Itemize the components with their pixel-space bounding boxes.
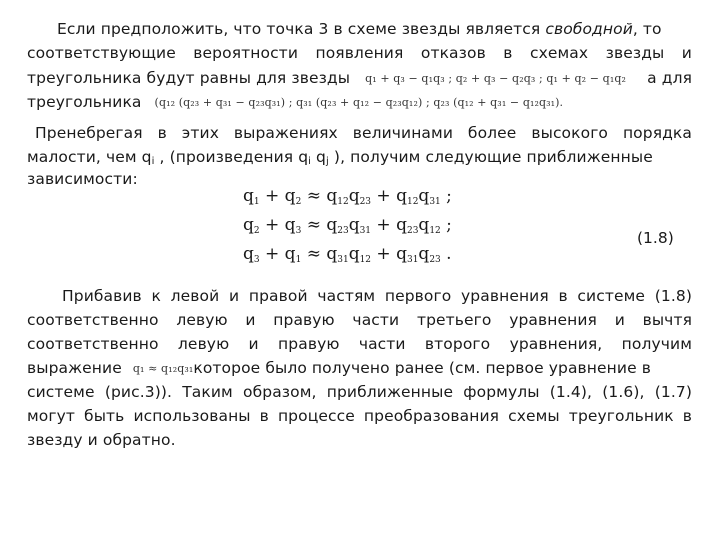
para3-line4 [27,357,651,380]
eq2-sub-r2b: 12 [429,226,441,236]
para1-line1-end: , то [632,20,662,38]
q1-approx-formula: q₁ ≈ q₁₂q₃₁ [132,361,194,375]
eq1-q-r2b: q [418,186,430,206]
para2-text-q: q [311,148,326,166]
eq3-sub-r2b: 23 [429,255,441,265]
eq3-sub-r2: 31 [406,255,419,265]
eq2-sub-a: 2 [253,226,260,236]
eq3-plus: + q [259,244,296,264]
eq2-sub-r2: 23 [406,226,419,236]
eq3-sub-r1: 31 [337,255,349,265]
para1-line1 [57,18,662,40]
eq2-sub-r1b: 31 [359,226,372,236]
eq3-end: . [440,244,452,264]
para3-line3: соответственно левую и правую части второго уравнения, получим [27,335,692,353]
eq1-sub-b: 2 [295,197,302,207]
eq1-sub-a: 1 [253,197,260,207]
para1-line1-text: Если предположить, что точка 3 в схеме звезды является [57,20,546,38]
eq1-sub-r2: 12 [406,197,419,207]
para3-line7: звезду и обратно. [27,431,176,449]
para2-text-a: малости, чем q [27,148,152,166]
eq1-rel: ≈ q [301,186,338,206]
eq2-q: q [243,215,254,235]
equation-number: (1.8) [637,229,674,247]
eq3-sub-a: 3 [253,255,260,265]
equation-3 [243,244,452,265]
eq1-plus: + q [259,186,296,206]
para2-text-c: ), получим следующие приближенные [328,148,653,166]
equation-1 [243,186,452,207]
eq3-q: q [243,244,254,264]
eq2-sub-b: 3 [295,226,302,236]
eq3-q-r2b: q [418,244,430,264]
eq1-plus2: + q [371,186,407,206]
eq3-sub-b: 1 [295,255,302,265]
para2-line3: зависимости: [27,170,138,188]
para1-line4 [27,91,563,114]
subscript-i-2: i [308,156,312,167]
para2-text-b: , (произведения q [154,148,309,166]
para1-line3-end: а для [647,69,692,87]
emphasis-free: свободной [545,20,633,38]
para3-line1: Прибавив к левой и правой частям первого уравнения в системе (1.8) [62,287,692,305]
eq1-q: q [243,186,254,206]
eq2-plus: + q [259,215,296,235]
eq3-sub-r1b: 12 [359,255,372,265]
para1-line3 [27,67,692,90]
eq1-end: ; [440,186,452,206]
eq2-end: ; [440,215,452,235]
equation-2 [243,215,452,236]
eq1-sub-r1b: 23 [359,197,372,207]
eq1-sub-r2b: 31 [429,197,441,207]
eq3-rel: ≈ q [301,244,338,264]
para3-line4-text: выражение [27,359,122,377]
eq3-plus2: + q [371,244,407,264]
subscript-j: j [326,156,329,167]
para3-line5: системе (рис.3)). Таким образом, приближенные формулы (1.4), (1.6), (1.7) [27,383,692,401]
para3-line2: соответственно левую и правую части третьего уравнения и вычтя [27,311,692,329]
eq1-q-r1b: q [348,186,360,206]
subscript-i: i [151,156,155,167]
para3-line6: могут быть использованы в процессе преобразования схемы треугольник в [27,407,692,425]
triangle-probabilities-formula: (q₁₂ (q₂₃ + q₃₁ − q₂₃q₃₁) ; q₃₁ (q₂₃ + q₁₂ − q₂₃q₁₂) ; q₂₃ (q₁₂ + q₃₁ − q₁₂q₃₁). [154,95,564,109]
star-probabilities-formula: q₁ + q₃ − q₁q₃ ; q₂ + q₃ − q₂q₃ ; q₁ + q₂ − q₁q₂ [365,71,626,85]
eq1-sub-r1: 12 [337,197,349,207]
eq2-q-r1b: q [348,215,360,235]
eq2-q-r2b: q [418,215,430,235]
eq2-rel: ≈ q [301,215,338,235]
eq3-q-r1b: q [348,244,360,264]
eq2-plus2: + q [371,215,407,235]
para1-line2: соответствующие вероятности появления отказов в схемах звезды и [27,44,692,62]
para1-line3-text: треугольника будут равны для звезды [27,69,351,87]
para3-line4-end: которое было получено ранее (см. первое уравнение в [193,359,651,377]
para2-line1: Пренебрегая в этих выражениях величинами более высокого порядка [35,124,692,142]
eq2-sub-r1: 23 [337,226,349,236]
para1-line4-text: треугольника [27,93,142,111]
